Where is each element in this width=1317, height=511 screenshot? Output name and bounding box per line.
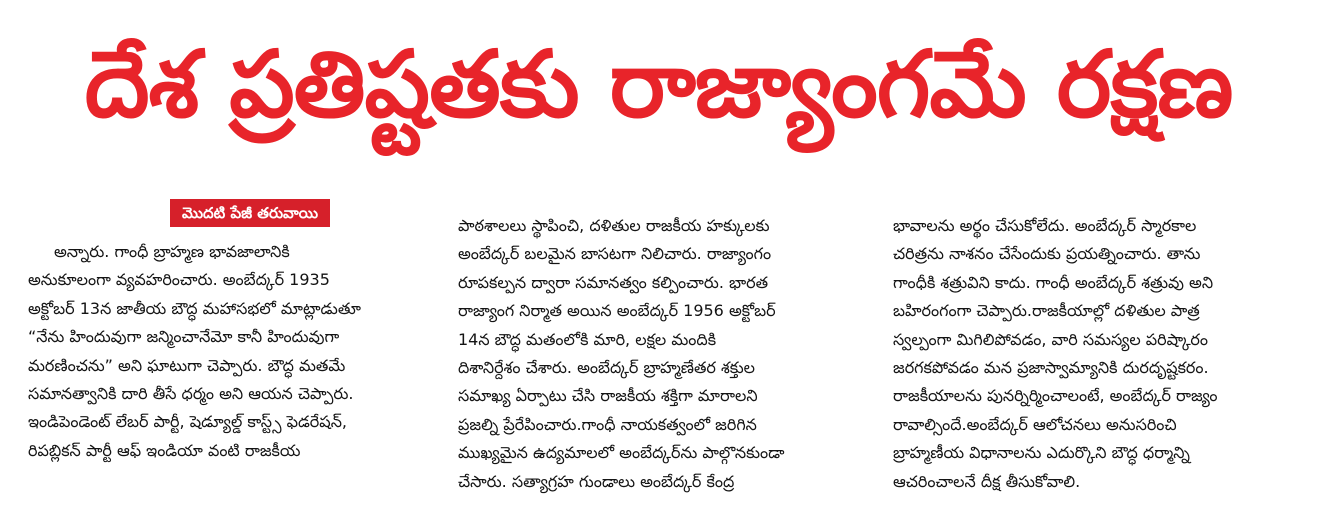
paragraph-line: రాజ్యాంగ నిర్మాత అయిన అంబేద్కర్ 1956 అక్టోబర్ <box>458 301 776 321</box>
paragraph-line: మరణించను” అని ఘాటుగా చెప్పారు. బౌద్ధ మతమే <box>28 355 346 375</box>
article-column-2 <box>458 212 868 496</box>
paragraph-line: చరిత్రను నాశనం చేసేందుకు ప్రయత్నించారు. తాను <box>893 244 1201 264</box>
paragraph-line: స్వల్పంగా మిగిలిపోవడం, వారి సమస్యల పరిష్కారం <box>893 329 1208 349</box>
paragraph-line: సమాఖ్య ఏర్పాటు చేసి రాజకీయ శక్తిగా మారాలని <box>458 386 758 406</box>
paragraph-line: ప్రజల్ని ప్రేరేపించారు.గాంధీ నాయకత్వంలో జరిగిన <box>458 414 757 434</box>
paragraph-line: రావాల్సిందే.అంబేద్కర్ ఆలోచనలు అనుసరించి <box>893 414 1177 434</box>
paragraph-line: బహిరంగంగా చెప్పారు.రాజకీయాల్లో దళితుల పాత్ర <box>893 301 1200 321</box>
paragraph-line: గాంధీకి శత్రువిని కాదు. గాంధీ అంబేద్కర్ శత్రువు అని <box>893 272 1214 292</box>
paragraph-line: ఆచరించాలనే దీక్ష తీసుకోవాలి. <box>893 471 1081 491</box>
paragraph-line: సమానత్వానికి దారి తీసే ధర్మం అని ఆయన చెప్పారు. <box>28 383 354 403</box>
paragraph-line: “నేను హిందువుగా జన్మించానేమో కానీ హిందువుగా <box>28 327 340 347</box>
paragraph-line: ఇండిపెండెంట్ లేబర్ పార్టీ, షెడ్యూల్డ్ కాస్ట్స్ ఫెడరేషన్, <box>28 412 348 432</box>
article-column-3 <box>893 212 1303 496</box>
paragraph-line: భావాలను అర్థం చేసుకోలేదు. అంబేద్కర్ స్మారకాల <box>893 216 1197 235</box>
paragraph-line: అనుకూలంగా వ్యవహరించారు. అంబేద్కర్ 1935 <box>28 270 330 290</box>
paragraph-line: 14న బౌద్ధ మతంలోకి మారి, లక్షల మందికి <box>458 329 717 349</box>
paragraph-line: అన్నారు. గాంధీ బ్రాహ్మణ భావజాలానికి <box>54 242 290 261</box>
paragraph-line: రిపబ్లికన్ పార్టీ ఆఫ్ ఇండియా వంటి రాజకీయ <box>28 440 301 460</box>
paragraph-line: అక్టోబర్ 13న జాతీయ బౌద్ధ మహాసభలో మాట్లాడుతూ <box>28 298 361 318</box>
paragraph-line: జరగకపోవడం మన ప్రజాస్వామ్యానికి దురదృష్టకరం. <box>893 357 1209 377</box>
paragraph-line: ముఖ్యమైన ఉద్యమాలలో అంబేద్కర్‌ను పాల్గొనకుండా <box>458 443 785 463</box>
paragraph-line: దిశానిర్దేశం చేశారు. అంబేద్కర్ బ్రాహ్మణేతర శక్తుల <box>458 357 756 377</box>
article-column-1 <box>28 238 438 465</box>
paragraph-line: అంబేద్కర్ బలమైన బాసటగా నిలిచారు. రాజ్యాంగం <box>458 244 772 264</box>
paragraph-line: రాజకీయాలను పునర్నిర్మించాలంటే, అంబేద్కర్ రాజ్యం <box>893 386 1218 406</box>
continued-from-front-page-tag: మొదటి పేజీ తరువాయి <box>170 199 330 227</box>
headline: దేశ ప్రతిష్టతకు రాజ్యాంగమే రక్షణ <box>84 31 1233 138</box>
paragraph-line: రూపకల్పన ద్వారా సమానత్వం కల్పించారు. భారత <box>458 272 769 292</box>
paragraph-line: పాఠశాలలు స్థాపించి, దళితుల రాజకీయ హక్కులకు <box>458 216 770 235</box>
paragraph-line: బ్రాహ్మణీయ విధానాలను ఎదుర్కొని బౌద్ధ ధర్మాన్ని <box>893 443 1190 463</box>
paragraph-line: చేసారు. సత్యాగ్రహ గుండాలు అంబేద్కర్ కేంద్ర <box>458 471 735 491</box>
